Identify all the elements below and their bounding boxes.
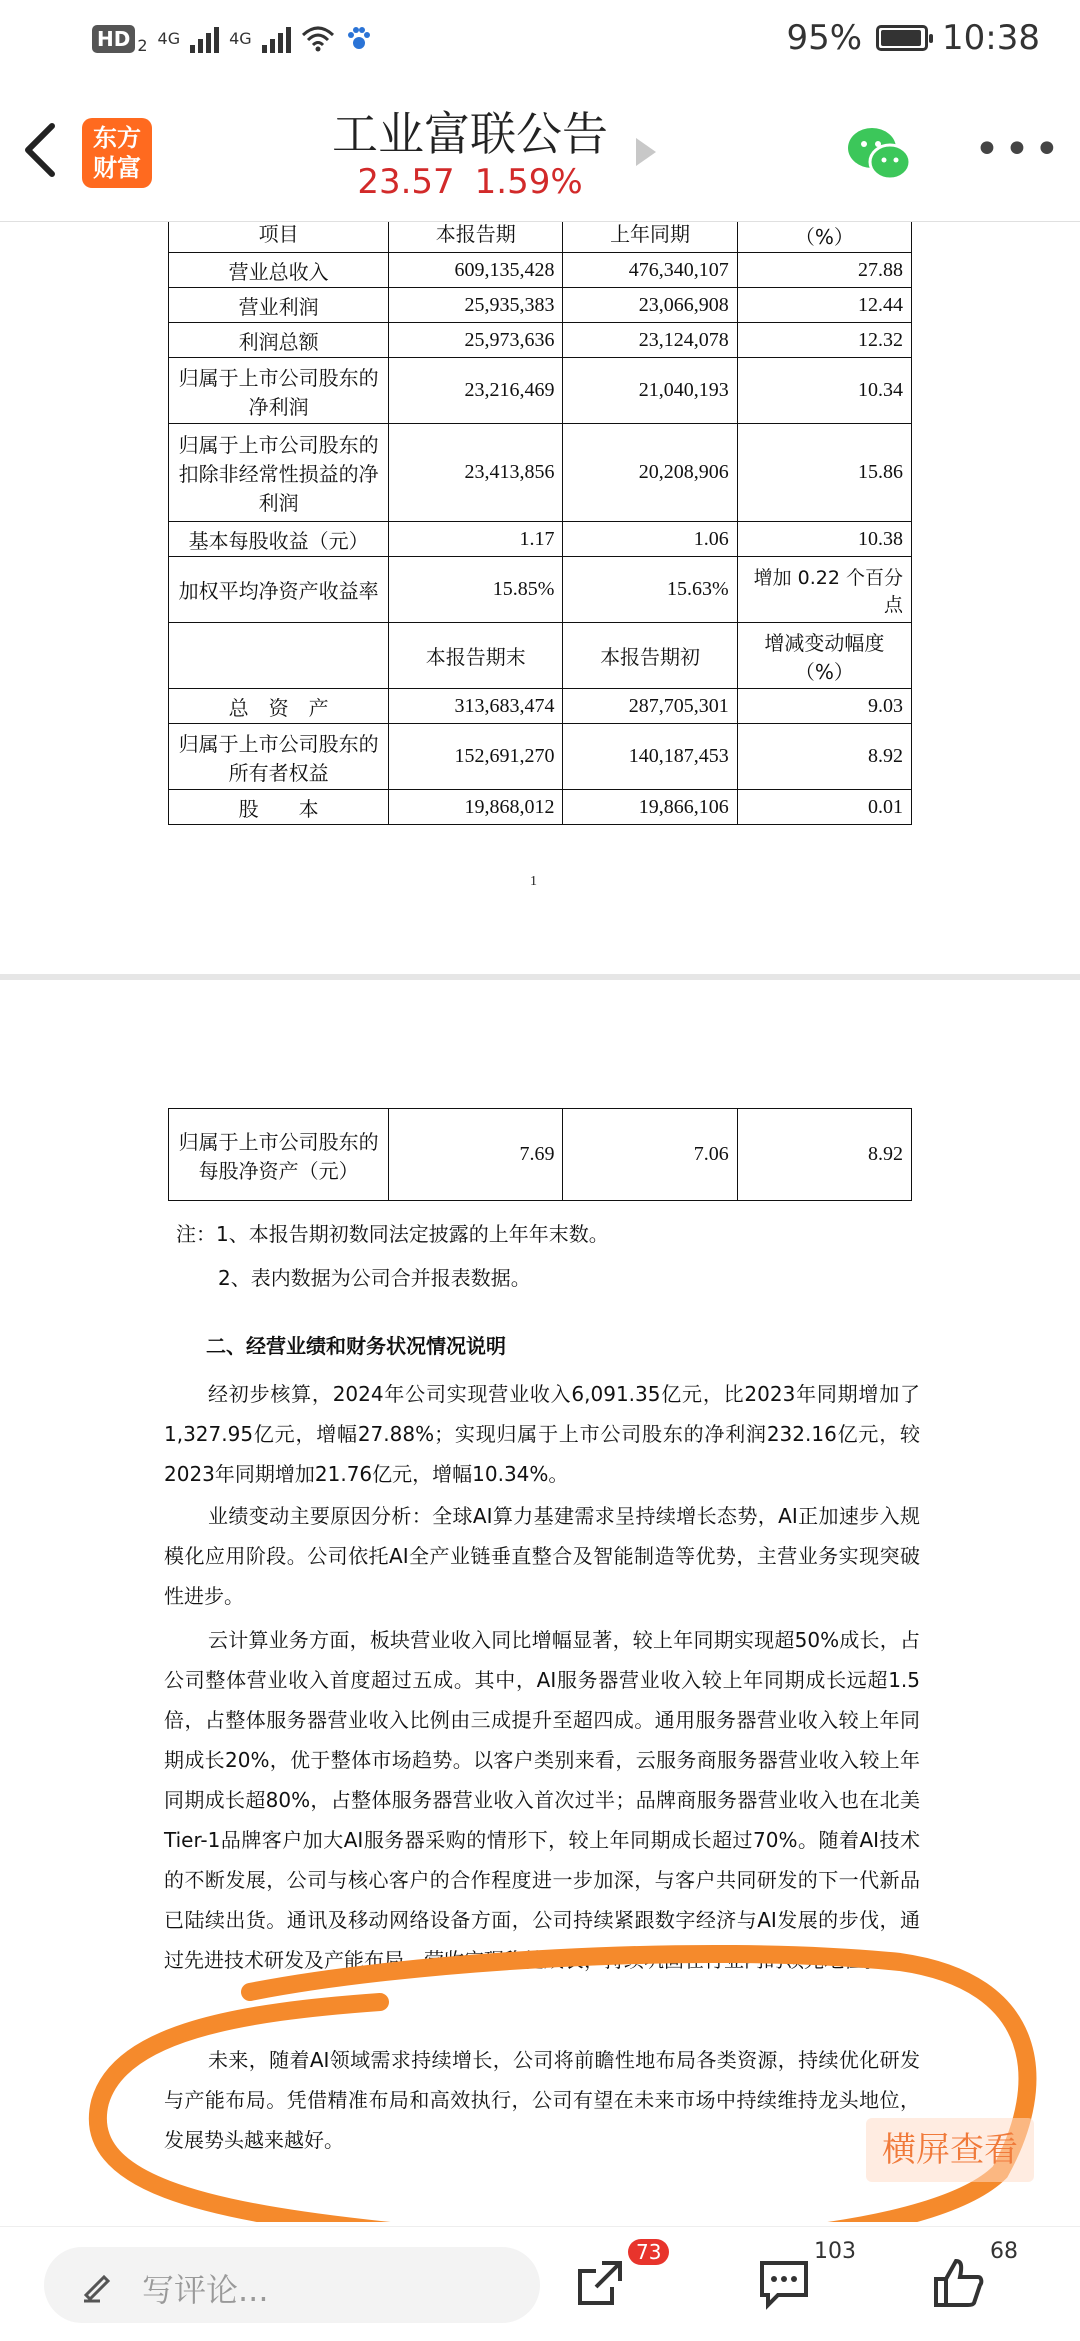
stock-quote: [320, 162, 620, 202]
table-cell: 归属于上市公司股东的净利润: [169, 358, 389, 424]
more-menu-icon[interactable]: •••: [974, 124, 1064, 175]
table-cell: 12.32: [737, 323, 911, 358]
battery-icon: [876, 25, 928, 51]
hand-drawn-circle-annotation: [0, 222, 1080, 2222]
share-icon[interactable]: [572, 2255, 628, 2311]
table-cell: 0.01: [737, 790, 911, 825]
table-cell: 27.88: [737, 253, 911, 288]
table-cell: 利润总额: [169, 323, 389, 358]
table-cell: 23,066,908: [563, 288, 737, 323]
paragraph-4: 未来，随着AI领域需求持续增长，公司将前瞻性地布局各类资源，持续优化研发与产能布局。凭借精准布局和高效执行，公司有望在未来市场中持续维持龙头地位，发展势头越来越好。: [164, 2048, 920, 2152]
paragraph-3: 云计算业务方面，板块营业收入同比增幅显著，较上年同期实现超50%成长，占公司整体营业收入首度超过五成。其中，AI服务器营业收入较上年同期成长远超1.5倍，占整体服务器营业收入比例由三成提升至超四成。通用服务器营业收入较上年同期成长20%，优于整体市场趋势。以客户类别来看，云服务商服务器营业收入较上年同期成长超80%，占整体服务器营业收入首次过半；品牌商服务器营业收入也在北美Tier-1品牌客户加大AI服务器采购的情形下，较上年同期成长超过70%。随着AI技术的不断发展，公司与核心客户的合作程度进一步加深，与客户共同研发的下一代新品已陆续出货。通讯及移动网络设备方面，公司持续紧跟数字经济与AI发展的步伐，通过先进技术研发及产能布局，营收实现稳健成长，持续巩固在行业内的领先地位。: [164, 1628, 920, 1972]
table-cell: 19,866,106: [563, 790, 737, 825]
back-arrow-icon: [20, 120, 60, 180]
table-cell: 8.92: [737, 724, 911, 790]
table-cell: 476,340,107: [563, 253, 737, 288]
section-title: 二、经营业绩和财务状况情况说明: [206, 1334, 506, 1358]
table-cell: 归属于上市公司股东的扣除非经常性损益的净利润: [169, 424, 389, 522]
paw-icon: [345, 25, 373, 53]
table-cell: 10.34: [737, 358, 911, 424]
table-cell: 本报告期初: [563, 623, 737, 689]
logo-bottom-text: 财富: [93, 154, 141, 182]
table-cell: 股 本: [169, 790, 389, 825]
table-cell: 21,040,193: [563, 358, 737, 424]
wechat-share-icon[interactable]: [846, 124, 912, 184]
pen-icon: [80, 2267, 116, 2303]
paragraph-1: 经初步核算，2024年公司实现营业收入6,091.35亿元，比2023年同期增加了1,327.95亿元，增幅27.88%；实现归属于上市公司股东的净利润232.16亿元，较2023年同期增加21.76亿元，增幅10.34%。: [164, 1382, 920, 1486]
page-title: 工业富联公告: [332, 107, 608, 161]
table-cell: 营业总收入: [169, 253, 389, 288]
note-1: 注：1、本报告期初数同法定披露的上年年末数。: [176, 1222, 609, 1246]
table-cell: 15.63%: [563, 557, 737, 623]
note-2: 2、表内数据为公司合并报表数据。: [218, 1266, 531, 1290]
stock-change: 1.59%: [474, 162, 583, 202]
table-cell: 23,124,078: [563, 323, 737, 358]
expand-triangle-icon[interactable]: [636, 138, 656, 166]
table-cell: 7.69: [389, 1109, 563, 1201]
landscape-view-button[interactable]: 横屏查看: [866, 2118, 1034, 2182]
announcement-document: [0, 222, 1080, 2222]
table-cell: 8.92: [737, 1109, 911, 1201]
app-header: [0, 84, 1080, 222]
table-cell: 1.06: [563, 522, 737, 557]
comment-input[interactable]: [44, 2247, 540, 2323]
table-cell: 609,135,428: [389, 253, 563, 288]
table-cell: 23,216,469: [389, 358, 563, 424]
table-cell: 基本每股收益（元）: [169, 522, 389, 557]
table-cell: 增加 0.22 个百分点: [737, 557, 911, 623]
like-thumb-icon[interactable]: [930, 2255, 986, 2311]
status-bar: [0, 0, 1080, 84]
share-count-badge: 73: [628, 2239, 669, 2265]
hd-icon: HD: [92, 25, 135, 53]
table-cell: 23,413,856: [389, 424, 563, 522]
table-cell: （%）: [737, 222, 911, 253]
stock-price: 23.57: [357, 162, 455, 202]
table-cell: 10.38: [737, 522, 911, 557]
like-count: 68: [990, 2239, 1018, 2264]
table-cell: 15.86: [737, 424, 911, 522]
wifi-icon: [301, 25, 335, 53]
table-cell: 1.17: [389, 522, 563, 557]
sim-label: 2: [137, 36, 148, 55]
battery-percent: 95%: [786, 18, 863, 58]
net1-label: 4G: [157, 29, 181, 48]
table-cell: 9.03: [737, 689, 911, 724]
comment-placeholder: 写评论...: [142, 2271, 269, 2309]
table-cell: 本报告期: [389, 222, 563, 253]
table-cell: 归属于上市公司股东的所有者权益: [169, 724, 389, 790]
table-cell: 加权平均净资产收益率: [169, 557, 389, 623]
table-cell: 19,868,012: [389, 790, 563, 825]
page-number: 1: [530, 874, 537, 889]
table-cell: 总 资 产: [169, 689, 389, 724]
clock: 10:38: [942, 18, 1040, 58]
signal-icon: [190, 25, 219, 53]
comment-count: 103: [814, 2239, 856, 2264]
paragraph-2: 业绩变动主要原因分析：全球AI算力基建需求呈持续增长态势，AI正加速步入规模化应用阶段。公司依托AI全产业链垂直整合及智能制造等优势，主营业务实现突破性进步。: [164, 1504, 920, 1608]
table-cell: 287,705,301: [563, 689, 737, 724]
table-cell: 归属于上市公司股东的每股净资产（元）: [169, 1109, 389, 1201]
bottom-action-bar: [0, 2226, 1080, 2341]
signal-icon-2: [262, 25, 291, 53]
net2-label: 4G: [229, 29, 252, 48]
table-cell: 12.44: [737, 288, 911, 323]
table-cell: 15.85%: [389, 557, 563, 623]
table-cell: 25,935,383: [389, 288, 563, 323]
table-cell: 140,187,453: [563, 724, 737, 790]
table-cell: 项目: [169, 222, 389, 253]
table-cell: 313,683,474: [389, 689, 563, 724]
comment-icon[interactable]: [756, 2255, 812, 2311]
logo-top-text: 东方: [93, 124, 141, 152]
table-cell: 20,208,906: [563, 424, 737, 522]
table-cell: 本报告期末: [389, 623, 563, 689]
table-cell: 增减变动幅度（%）: [737, 623, 911, 689]
table-cell: 7.06: [563, 1109, 737, 1201]
table-cell: 上年同期: [563, 222, 737, 253]
app-logo: [82, 118, 152, 188]
table-cell: 营业利润: [169, 288, 389, 323]
back-button[interactable]: [20, 120, 80, 190]
table-cell: 25,973,636: [389, 323, 563, 358]
table-cell: 152,691,270: [389, 724, 563, 790]
